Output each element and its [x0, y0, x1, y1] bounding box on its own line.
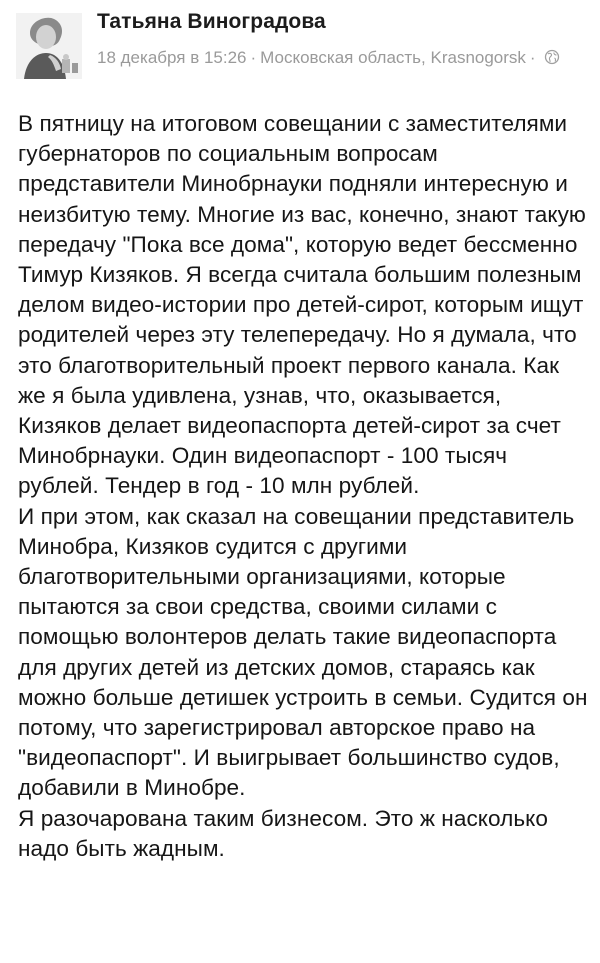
- post-meta: [97, 44, 567, 73]
- meta-separator: ·: [529, 48, 536, 67]
- post-paragraph: Я разочарована таким бизнесом. Это ж насколько надо быть жадным.: [18, 805, 548, 861]
- post-text: [18, 109, 588, 864]
- post-paragraph: В пятницу на итоговом совещании с заместителями губернаторов по социальным вопросам представители Минобрнауки подняли интересную и неизбитую тему. Многие из вас, конечно, знают такую передачу "Пока все дома", которую ведет бессменно Тимур Кизяков. Я всегда считала большим полезным делом видео-истории про детей-сирот, которым ищут родителей через эту телепередачу. Но я думала, что это благотворительный проект первого канала. Как же я была удивлена, узнав, что, оказывается, Кизяков делает видеопаспорта детей-сирот за счет Минобрнауки. Один видеопаспорт - 100 тысяч рублей. Тендер в год - 10 млн рублей.: [18, 111, 586, 499]
- avatar[interactable]: [16, 13, 82, 79]
- meta-separator: ·: [250, 48, 257, 67]
- post-location[interactable]: Московская область, Krasnogorsk: [260, 48, 526, 67]
- author-name[interactable]: Татьяна Виноградова: [97, 10, 326, 33]
- post-date[interactable]: 18 декабря в 15:26: [97, 48, 247, 67]
- globe-icon[interactable]: [544, 46, 560, 73]
- avatar-photo: [16, 13, 82, 79]
- post-header: [0, 0, 600, 100]
- post-paragraph: И при этом, как сказал на совещании представитель Минобра, Кизяков судится с другими благотворительными организациями, которые пытаются за свои средства, своими силами с помощью волонтеров делать такие видеопаспорта для других детей из детских домов, стараясь как можно больше детишек устроить в семьи. Судится он потому, что зарегистрировал авторское право на "видеопаспорт". И выигрывает большинство судов, добавили в Минобре.: [18, 503, 588, 801]
